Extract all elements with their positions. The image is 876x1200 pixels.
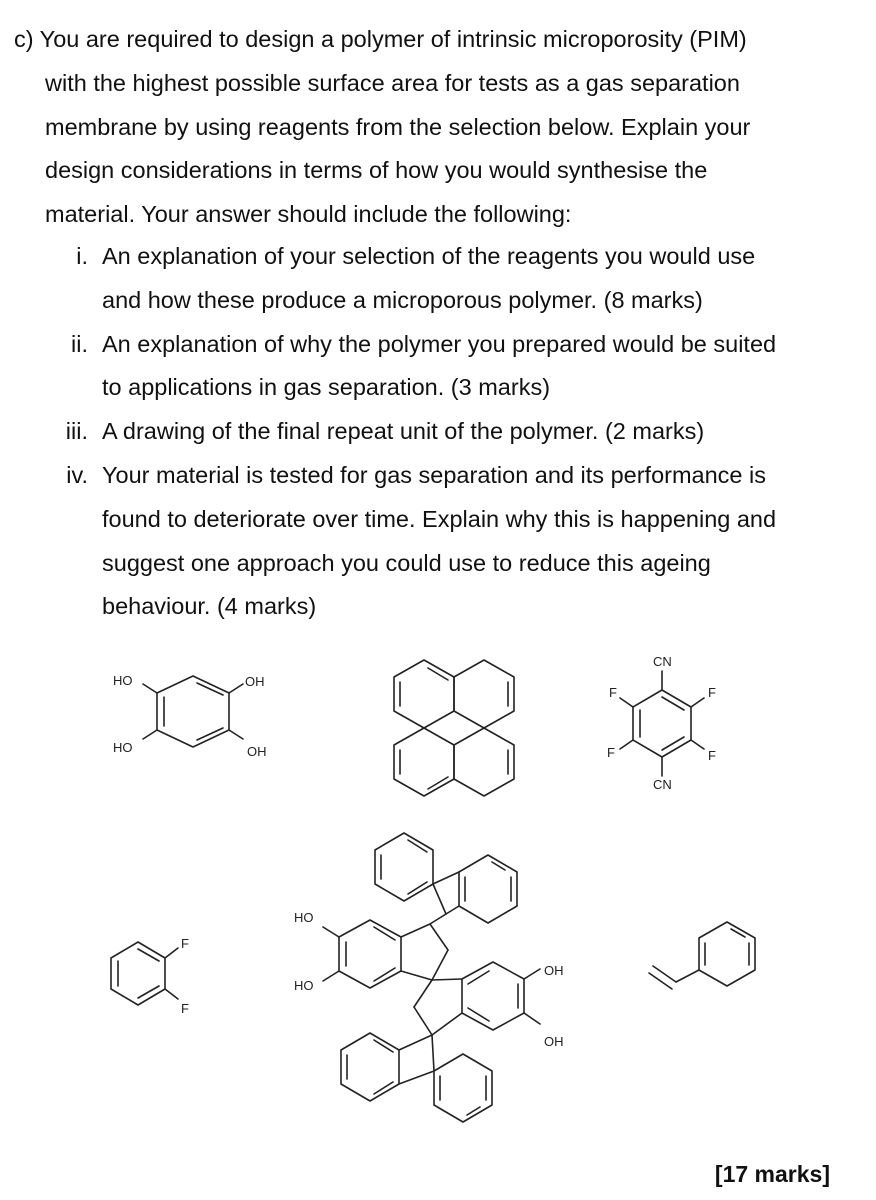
sub-question-list (0, 235, 850, 629)
fluoro-label: F (609, 685, 617, 700)
sub-question-i (0, 235, 850, 323)
question-line: c) You are required to design a polymer of intrinsic microporosity (PIM) (14, 26, 747, 52)
reagent-pyrene (394, 660, 514, 796)
reagent-tetrahydroxybenzene (113, 673, 267, 759)
item-text-line: Your material is tested for gas separation and its performance is (102, 461, 767, 488)
item-text-line: behaviour. (4 marks) (102, 593, 317, 620)
hydroxyl-label: HO (113, 740, 133, 755)
fluoro-label: F (708, 748, 716, 763)
hydroxyl-label: HO (294, 978, 314, 993)
reagent-difluorobenzene (111, 936, 189, 1016)
reagent-styrene (649, 922, 755, 989)
hydroxyl-label: OH (544, 963, 564, 978)
item-number: ii. (71, 330, 88, 357)
hydroxyl-label: HO (294, 910, 314, 925)
hydroxyl-label: OH (247, 744, 267, 759)
item-text-line: A drawing of the final repeat unit of the polymer. (2 marks) (102, 418, 705, 445)
hydroxyl-label: OH (245, 674, 265, 689)
item-text-line: An explanation of your selection of the reagents you would use (102, 243, 756, 269)
fluoro-label: F (181, 1001, 189, 1016)
question-intro (0, 18, 850, 237)
item-text-line: An explanation of why the polymer you prepared would be suited (102, 330, 777, 357)
item-text-line: found to deteriorate over time. Explain why this is happening and (102, 505, 777, 532)
fluoro-label: F (607, 745, 615, 760)
reagent-spiro-tetraol (294, 833, 564, 1122)
item-number: iii. (65, 418, 88, 445)
question-line: material. Your answer should include the following: (45, 201, 572, 228)
item-number: iv. (66, 461, 88, 488)
sub-question-iii (0, 410, 850, 454)
hydroxyl-label: OH (544, 1034, 564, 1049)
item-number: i. (76, 243, 88, 269)
reagent-tetrafluoroterephthalonitrile (607, 654, 716, 792)
nitrile-label: CN (653, 777, 672, 792)
question-line: design considerations in terms of how you would synthesise the (45, 157, 708, 184)
total-marks: [17 marks] (714, 1161, 830, 1187)
sub-question-ii (0, 323, 850, 411)
item-text-line: suggest one approach you could use to reduce this ageing (102, 549, 711, 576)
question-line: membrane by using reagents from the selection below. Explain your (45, 113, 751, 140)
sub-question-iv (0, 454, 850, 629)
reagent-structures (0, 630, 876, 1170)
item-text-line: to applications in gas separation. (3 marks) (102, 374, 551, 401)
hydroxyl-label: HO (113, 673, 133, 688)
question-line: with the highest possible surface area for tests as a gas separation (45, 69, 740, 96)
item-text-line: and how these produce a microporous polymer. (8 marks) (102, 286, 703, 313)
fluoro-label: F (708, 685, 716, 700)
fluoro-label: F (181, 936, 189, 951)
nitrile-label: CN (653, 654, 672, 669)
